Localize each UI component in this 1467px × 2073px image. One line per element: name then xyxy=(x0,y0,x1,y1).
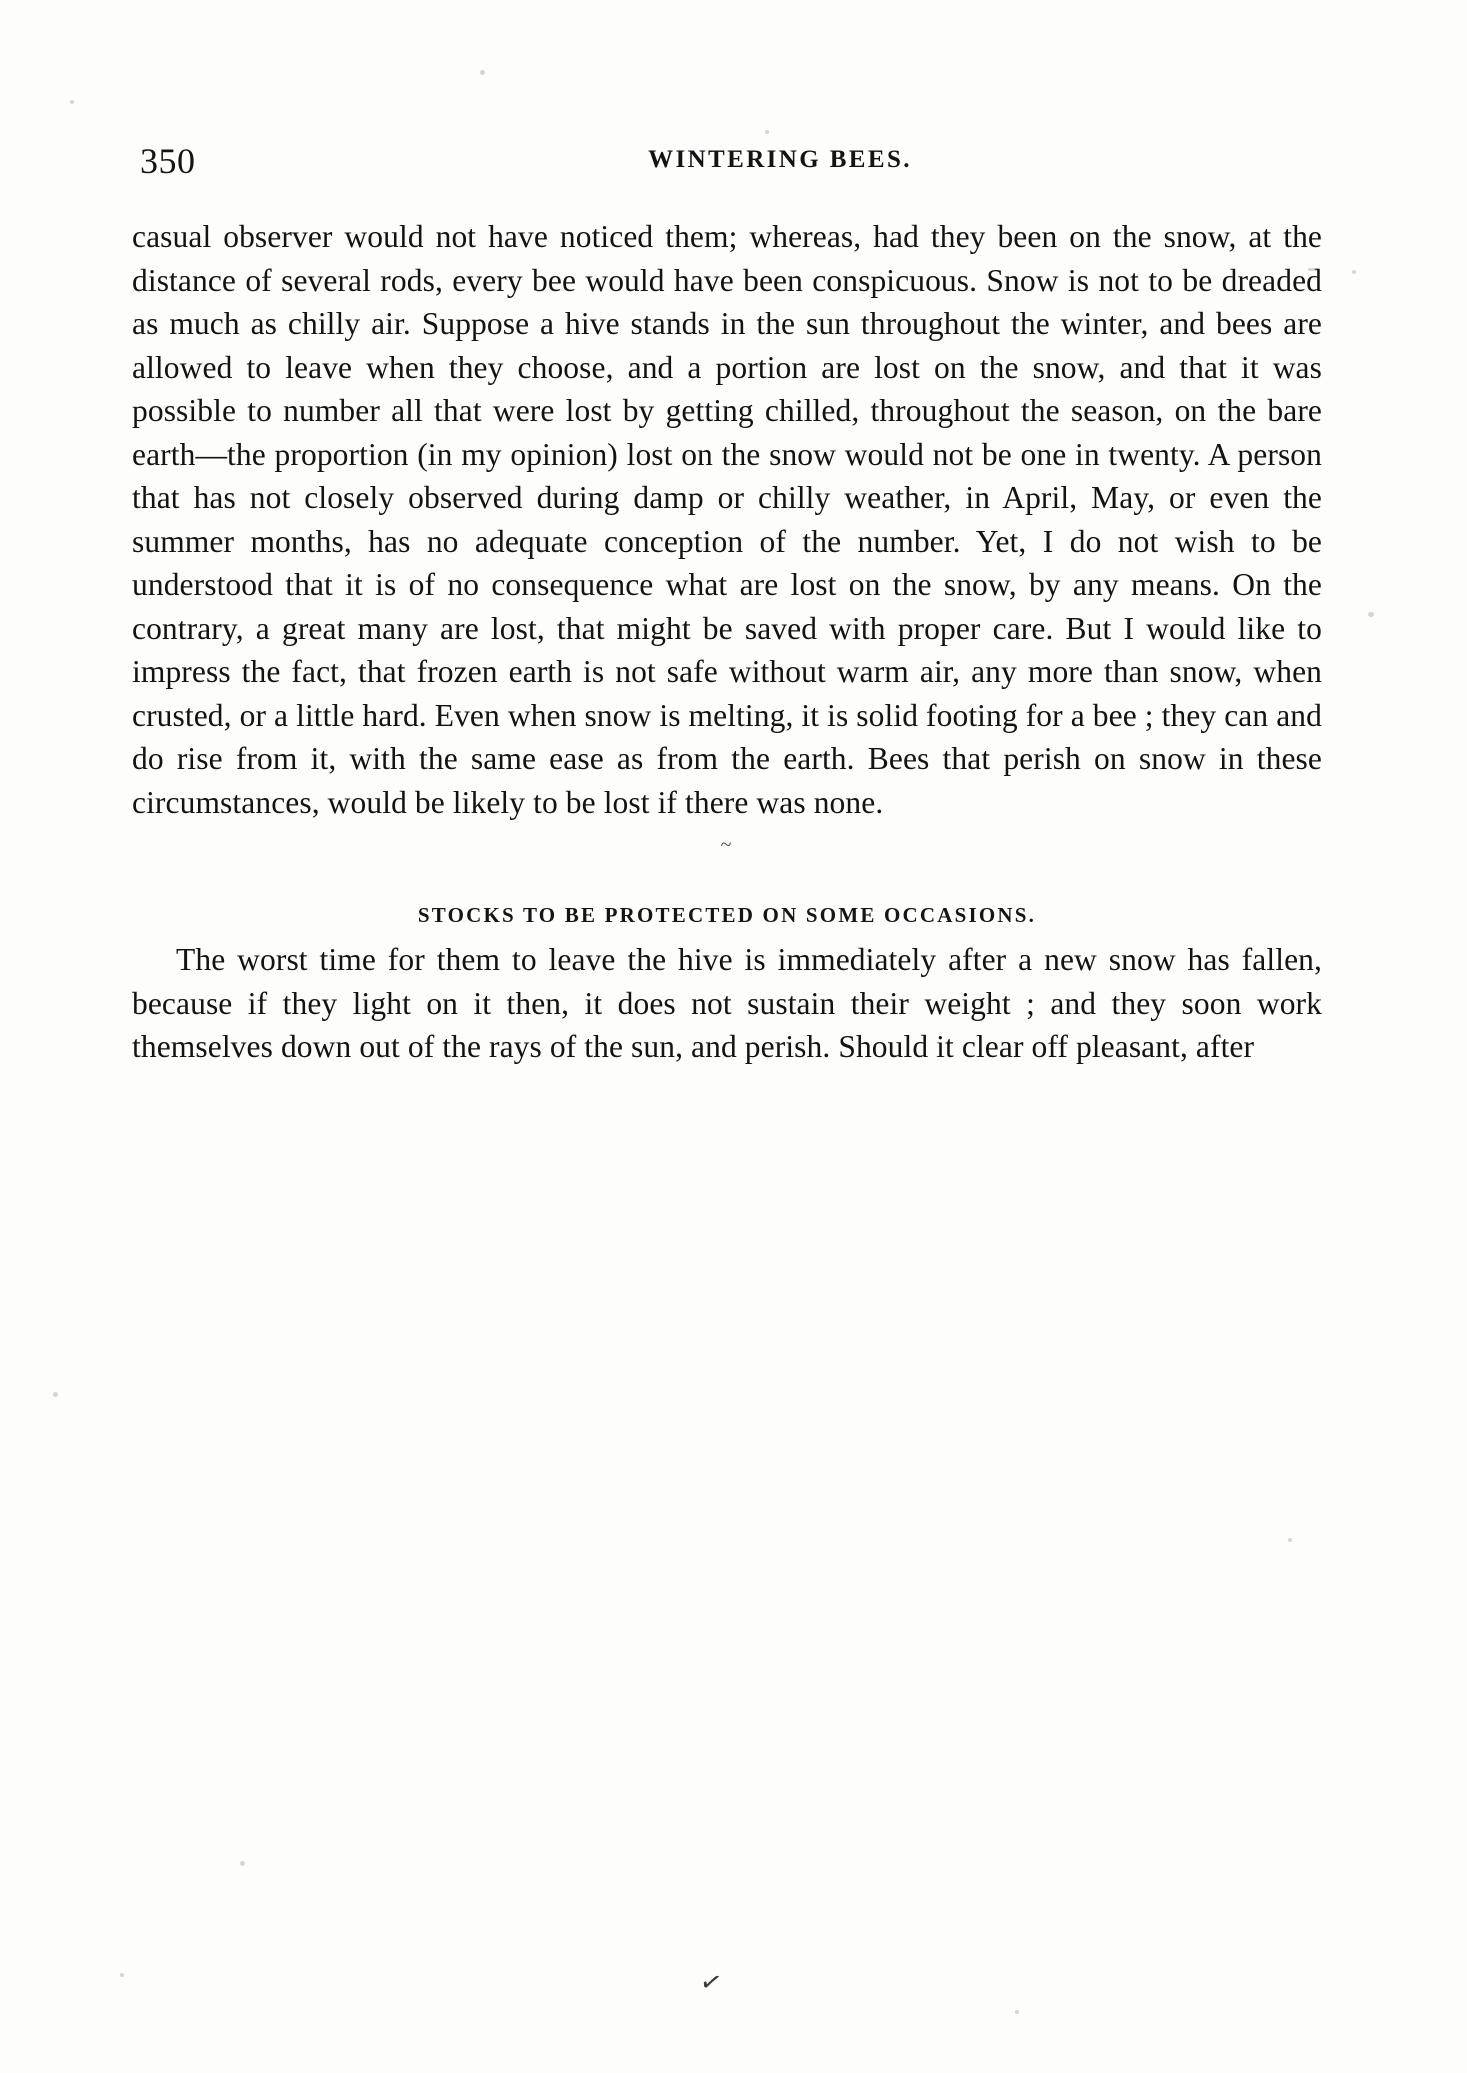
paper-speckle xyxy=(1368,612,1374,617)
paper-speckle xyxy=(70,100,74,104)
paper-speckle xyxy=(1352,270,1356,274)
paper-speckle xyxy=(1015,2010,1019,2014)
text-column xyxy=(132,215,1322,1069)
paper-speckle xyxy=(53,1392,58,1397)
paper-speckle xyxy=(1288,1538,1292,1542)
paper-speckle xyxy=(240,1861,245,1866)
paper-speckle xyxy=(480,70,485,75)
paper-speckle xyxy=(120,1973,124,1977)
paper-speckle xyxy=(765,130,769,134)
page-foot-mark: ✓ xyxy=(697,1966,725,1999)
paragraph-continued: casual observer would not have noticed them; whereas, had they been on the snow, at the distance of several rods, every bee would have been conspicuous. Snow is not to be dreaded as much as chilly air. Suppose a hive stands in the sun throughout the winter, and bees are allowed to leave when they choose, and a portion are lost on the snow, and that it was possible to number all that were lost by getting chilled, throughout the season, on the bare earth—the proportion (in my opinion) lost on the snow would not be one in twenty. A person that has not closely observed during damp or chilly weather, in April, May, or even the summer months, has no adequate conception of the number. Yet, I do not wish to be understood that it is of no consequence what are lost on the snow, by any means. On the contrary, a great many are lost, that might be saved with proper care. But I would like to impress the fact, that frozen earth is not safe without warm air, any more than snow, when crusted, or a little hard. Even when snow is melting, it is solid footing for a bee ; they can and do rise from it, with the same ease as from the earth. Bees that perish on snow in these circumstances, would be likely to be lost if there was none. xyxy=(132,219,1322,820)
page-header xyxy=(140,140,1300,180)
paragraph-body: The worst time for them to leave the hive is immediately after a new snow has fallen, because if they light on it then, it does not sustain their weight ; and they soon work themselves down out of the rays of the sun, and perish. Should it clear off pleasant, after xyxy=(132,942,1322,1064)
page-number: 350 xyxy=(140,141,196,181)
section-heading: STOCKS TO BE PROTECTED ON SOME OCCASIONS. xyxy=(417,903,1037,927)
ornament-rule: ~ xyxy=(720,834,734,856)
running-head: WINTERING BEES. xyxy=(648,146,912,173)
